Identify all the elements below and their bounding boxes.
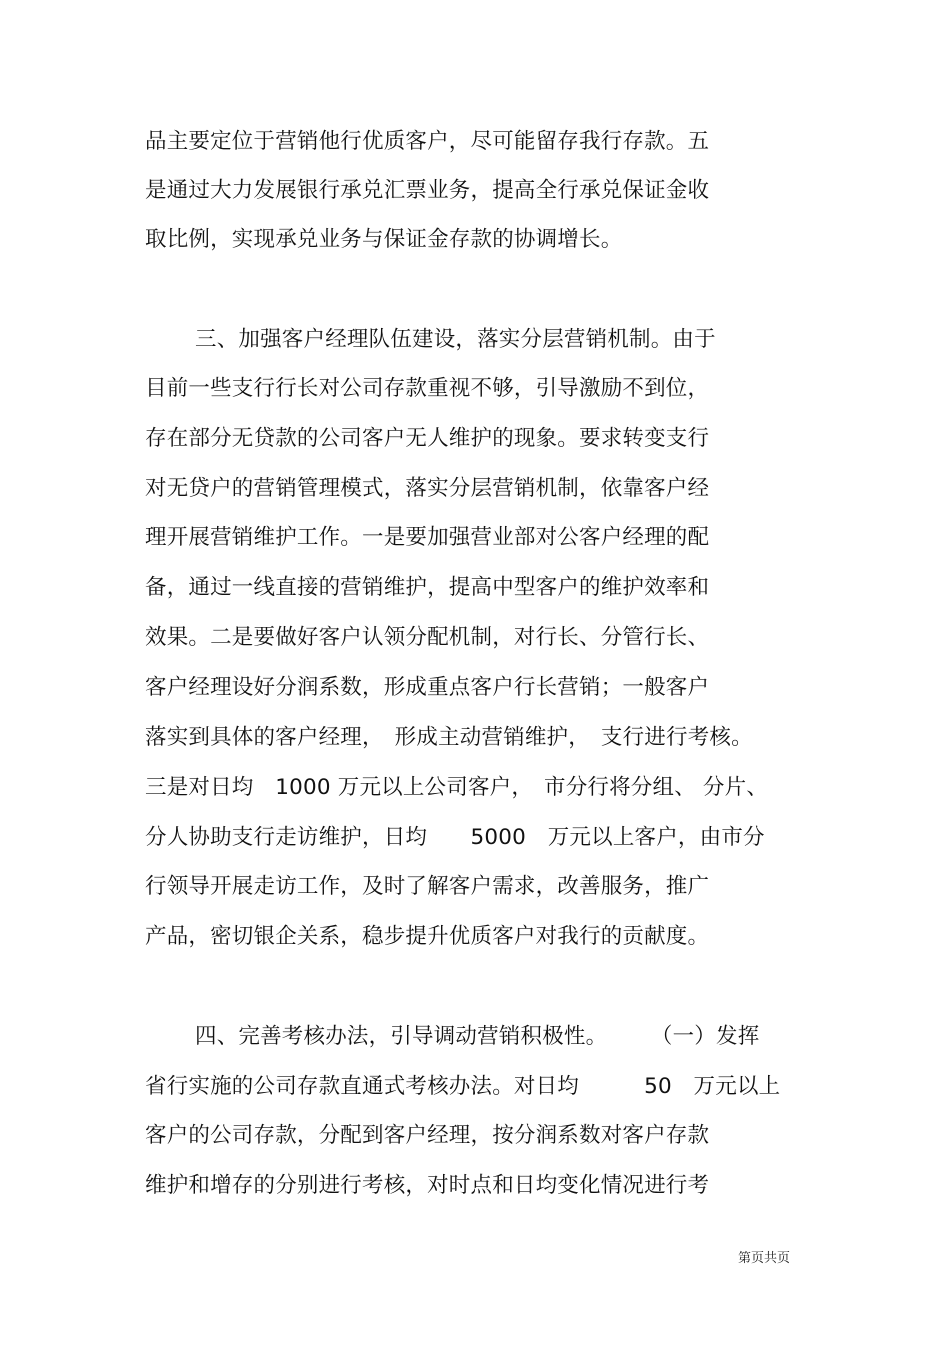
paragraph-line: 三、加强客户经理队伍建设，落实分层营销机制。由于 [195, 327, 716, 352]
paragraph-line: 客户经理设好分润系数，形成重点客户行长营销；一般客户 [145, 675, 710, 700]
paragraph-line: 效果。二是要做好客户认领分配机制，对行长、分管行长、 [145, 625, 710, 650]
paragraph-line: 三是对日均 1000 万元以上公司客户， 市分行将分组、 分片、 [145, 775, 769, 800]
paragraph-line: 行领导开展走访工作，及时了解客户需求，改善服务，推广 [145, 874, 710, 899]
paragraph-line: 分人协助支行走访维护，日均 5000 万元以上客户，由市分 [145, 825, 765, 850]
paragraph-line: 对无贷户的营销管理模式，落实分层营销机制，依靠客户经 [145, 476, 710, 501]
paragraph-line: 取比例，实现承兑业务与保证金存款的协调增长。 [145, 227, 623, 252]
paragraph-line: 备，通过一线直接的营销维护，提高中型客户的维护效率和 [145, 575, 710, 600]
paragraph-line: 落实到具体的客户经理， 形成主动营销维护， 支行进行考核。 [145, 725, 753, 750]
paragraph-line: 目前一些支行行长对公司存款重视不够，引导激励不到位， [145, 376, 710, 401]
paragraph-line: 省行实施的公司存款直通式考核办法。对日均 50 万元以上 [145, 1074, 781, 1099]
paragraph-line: 产品，密切银企关系，稳步提升优质客户对我行的贡献度。 [145, 924, 710, 949]
paragraph-line: 维护和增存的分别进行考核，对时点和日均变化情况进行考 [145, 1173, 710, 1198]
paragraph-line: 存在部分无贷款的公司客户无人维护的现象。要求转变支行 [145, 426, 710, 451]
paragraph-line: 理开展营销维护工作。一是要加强营业部对公客户经理的配 [145, 525, 710, 550]
paragraph-line: 四、完善考核办法，引导调动营销积极性。 （一）发挥 [195, 1024, 760, 1049]
paragraph-line: 是通过大力发展银行承兑汇票业务，提高全行承兑保证金收 [145, 178, 710, 203]
paragraph-line: 品主要定位于营销他行优质客户，尽可能留存我行存款。五 [145, 129, 710, 154]
page-number-footer: 第页共页 [738, 1251, 791, 1266]
paragraph-line: 客户的公司存款，分配到客户经理，按分润系数对客户存款 [145, 1123, 710, 1148]
